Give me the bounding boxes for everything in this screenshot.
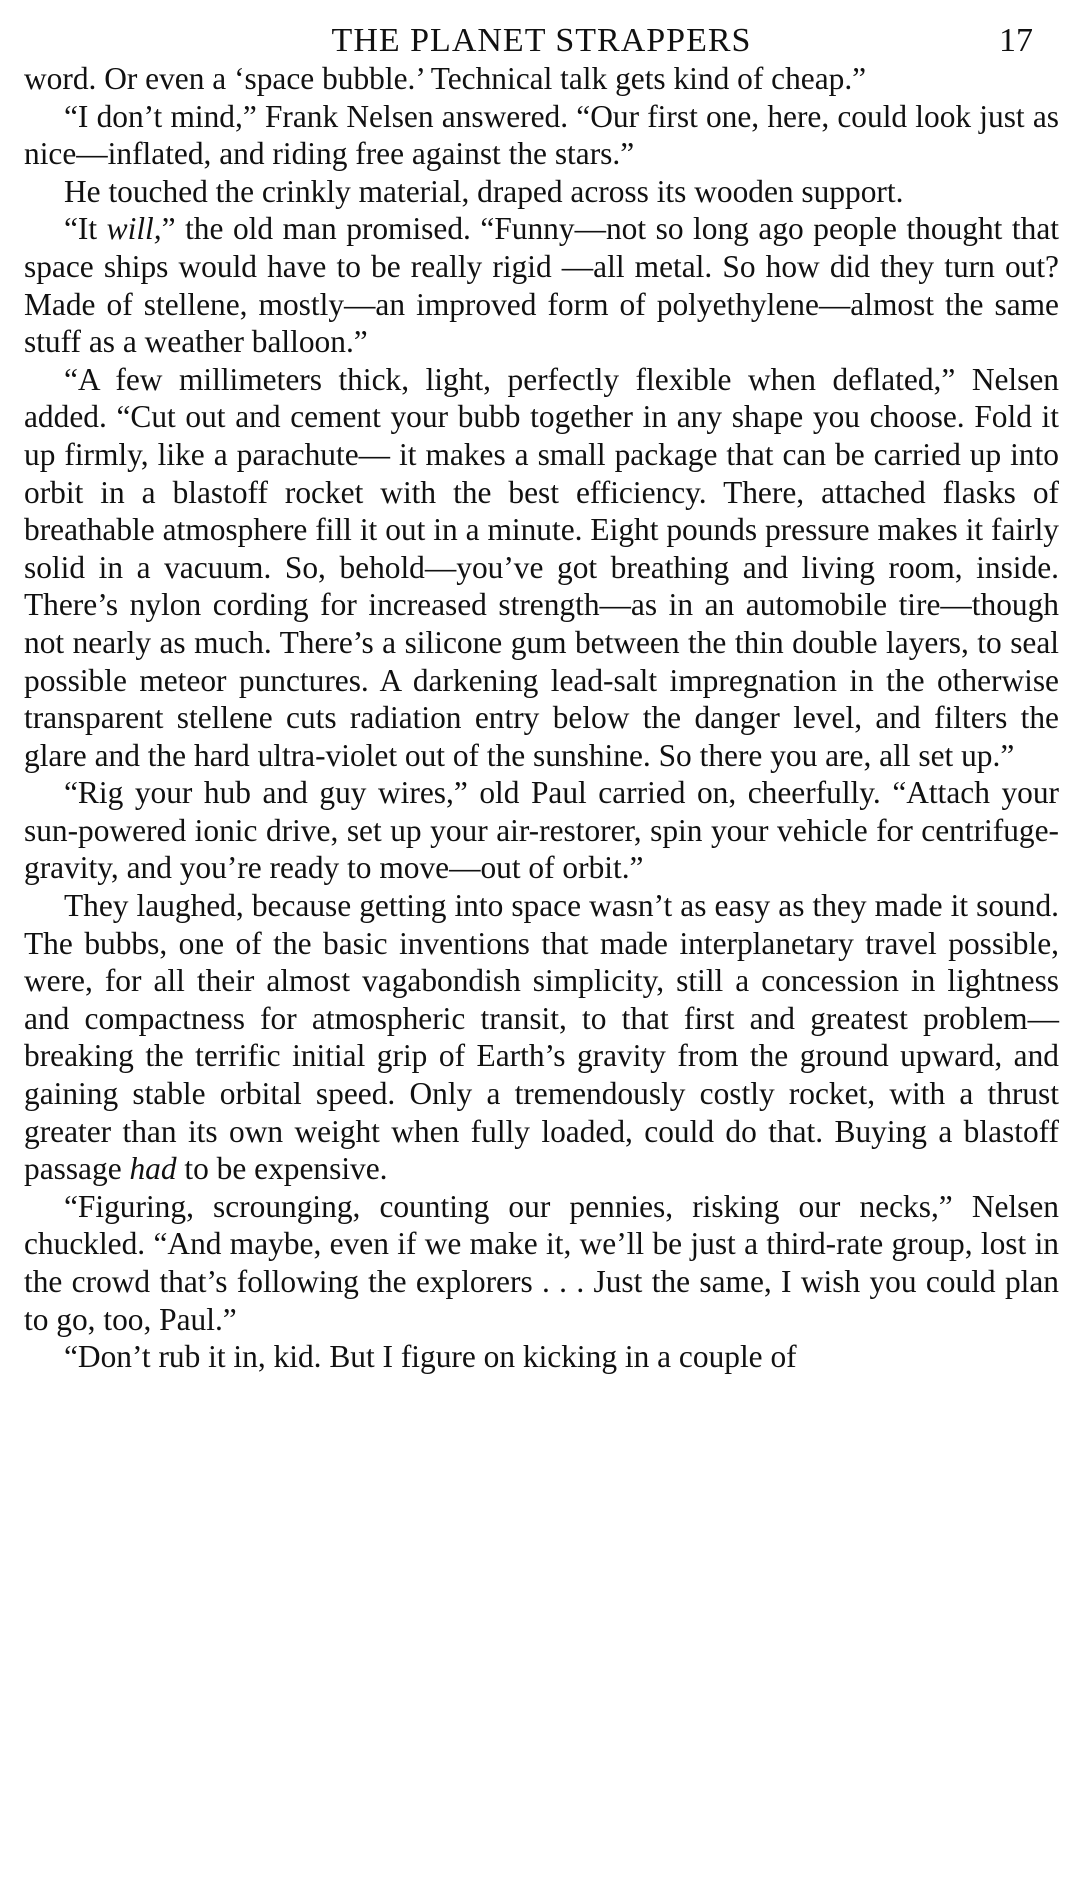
text-run: “Figuring, scrounging, counting our pennies, risking our necks,” Nelsen chuckled. “And maybe, even if we make it, we’ll be just a third-rate group, lost in the crowd that’s following the explorers . . . Just the same, I wish you could plan to go, too, Paul.” xyxy=(24,1188,1059,1337)
text-run: “I don’t mind,” Frank Nelsen answered. “Our first one, here, could look just as nice—inflated, and riding free against the stars.” xyxy=(24,98,1059,172)
paragraph xyxy=(24,774,1059,887)
text-run: “Don’t rub it in, kid. But I figure on kicking in a couple of xyxy=(64,1339,797,1375)
text-run: He touched the crinkly material, draped across its wooden support. xyxy=(64,173,904,209)
paragraph xyxy=(24,60,1059,98)
paragraph xyxy=(24,98,1059,173)
paragraph xyxy=(24,1188,1059,1338)
text-run: word. Or even a ‘space bubble.’ Technical talk gets kind of cheap.” xyxy=(24,61,867,96)
paragraph xyxy=(24,887,1059,1188)
body-text xyxy=(24,60,1059,1376)
paragraph xyxy=(24,210,1059,360)
italic-text: will, xyxy=(106,211,162,247)
text-run: They laughed, because getting into space wasn’t as easy as they made it sound. The bubbs, one of the basic inventions that made interplanetary travel possible, were, for all their almost vagabondish simplicity, still a concession in lightness and compactness for atmospheric transit, to that first and greatest problem—breaking the terrific initial grip of Earth’s gravity from the ground upward, and gaining stable orbital speed. Only a tremendously costly rocket, with a thrust greater than its own weight when fully loaded, could do that. Buying a blastoff passage xyxy=(24,888,1059,1187)
paragraph xyxy=(24,1338,1059,1376)
text-run: “It xyxy=(64,211,107,247)
text-run: “A few millimeters thick, light, perfectly flexible when deflated,” Nelsen added. “Cut out and cement your bubb together in any shape you choose. Fold it up firmly, like a parachute— it makes a small package that can be carried up into orbit in a blastoff rocket with the best efficiency. There, attached flasks of breathable atmosphere fill it out in a minute. Eight pounds pressure makes it fairly solid in a vacuum. So, behold—you’ve got breathing and living room, inside. There’s nylon cording for increased strength—as in an automobile tire—though not nearly as much. There’s a silicone gum between the thin double layers, to seal possible meteor punctures. A darkening lead-salt impregnation in the otherwise transparent stellene cuts radiation entry below the danger level, and filters the glare and the hard ultra-violet out of the sunshine. So there you are, all set up.” xyxy=(24,361,1059,773)
text-run: “Rig your hub and guy wires,” old Paul carried on, cheerfully. “Attach your sun-powered ionic drive, set up your air-restorer, spin your vehicle for centrifuge-gravity, and you’re ready to move—out of orbit.” xyxy=(24,775,1059,886)
italic-text: had xyxy=(129,1151,177,1187)
text-run: to be expensive. xyxy=(176,1151,388,1187)
paragraph xyxy=(24,361,1059,775)
running-header xyxy=(24,14,1059,60)
paragraph xyxy=(24,173,1059,211)
text-run: ” the old man promised. “Funny—not so long ago people thought that space ships would have to be really rigid —all metal. So how did they turn out? Made of stellene, mostly—an improved form of polyethylene—almost the same stuff as a weather balloon.” xyxy=(24,211,1059,360)
page-number: 17 xyxy=(999,22,1033,59)
running-head-title: THE PLANET STRAPPERS xyxy=(331,22,752,59)
